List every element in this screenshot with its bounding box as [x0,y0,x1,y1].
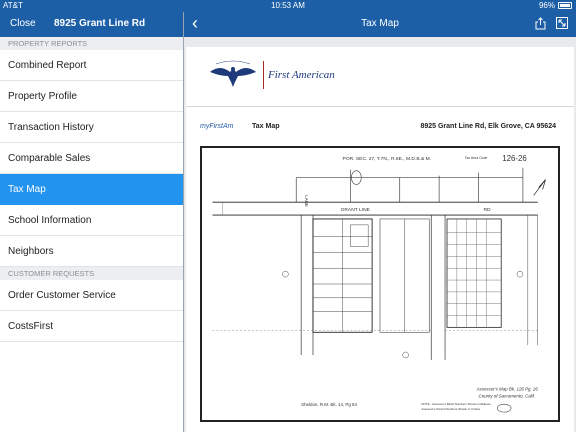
status-bar [0,0,576,12]
carrier: AT&T [3,1,23,10]
map-footer-left: Sheldon, R.M. Bk. 14, Pg 54 [301,402,357,408]
report-address: 8925 Grant Line Rd, Elk Grove, CA 95624 [420,123,556,130]
clock: 10:53 AM [271,1,305,10]
report-page [186,47,574,432]
sidebar-item-school-information[interactable]: School Information [0,205,183,236]
status-right [539,1,572,10]
sidebar-item-costsfirst[interactable]: CostsFirst [0,311,183,342]
map-road-suffix: RD [483,208,491,214]
section-header-property-reports: PROPERTY REPORTS [0,37,183,50]
nav-address: 8925 Grant Line Rd [54,18,146,29]
master-nav-bar [0,12,183,37]
map-assessor-line1: Assessor's Map Bk. 126 Pg. 26 [476,386,538,392]
sidebar [0,37,183,432]
tax-map-drawing [202,148,558,420]
sidebar-item-property-profile[interactable]: Property Profile [0,81,183,112]
map-lane-label: LANE [304,195,310,207]
sidebar-item-tax-map[interactable]: Tax Map [0,174,183,205]
battery-icon [558,2,572,9]
expand-icon[interactable] [556,17,568,29]
section-header-customer-requests: CUSTOMER REQUESTS [0,267,183,280]
sidebar-item-neighbors[interactable]: Neighbors [0,236,183,267]
back-chevron-icon[interactable]: ‹ [192,13,198,33]
map-assessor-line2: County of Sacramento, Calif. [478,393,536,399]
brand-header [186,47,574,107]
close-button[interactable]: Close [10,18,36,29]
sidebar-item-comparable-sales[interactable]: Comparable Sales [0,143,183,174]
logo-divider [263,61,264,89]
map-tax-area: Tax Area Code [464,155,488,160]
share-icon[interactable] [535,17,546,30]
map-note-line2: Assessor's Parcel Numbers Shown in Circles. [421,407,481,412]
report-title: Tax Map [252,123,280,130]
map-road-label: GRANT LINE [340,208,370,214]
report-viewer[interactable] [184,37,576,432]
sidebar-item-combined-report[interactable]: Combined Report [0,50,183,81]
map-book-page: 126-26 [502,153,527,163]
map-note-line1: NOTE - Assessor's Block Numbers Shown in Ellipses. [421,402,492,407]
detail-nav-bar [184,12,576,37]
brand-name: First American [268,69,335,81]
report-header [186,121,574,135]
sidebar-item-transaction-history[interactable]: Transaction History [0,112,183,143]
tax-map-image [200,146,560,422]
myfirstam-logo: myFirstAm [200,123,234,130]
battery-percent: 96% [538,1,555,10]
eagle-logo-icon [208,60,258,90]
map-section-text: POR. SEC. 27, T.7N., R.6E., M.D.B.& M. [342,156,432,162]
sidebar-item-order-customer-service[interactable]: Order Customer Service [0,280,183,311]
page-title: Tax Map [361,18,399,29]
